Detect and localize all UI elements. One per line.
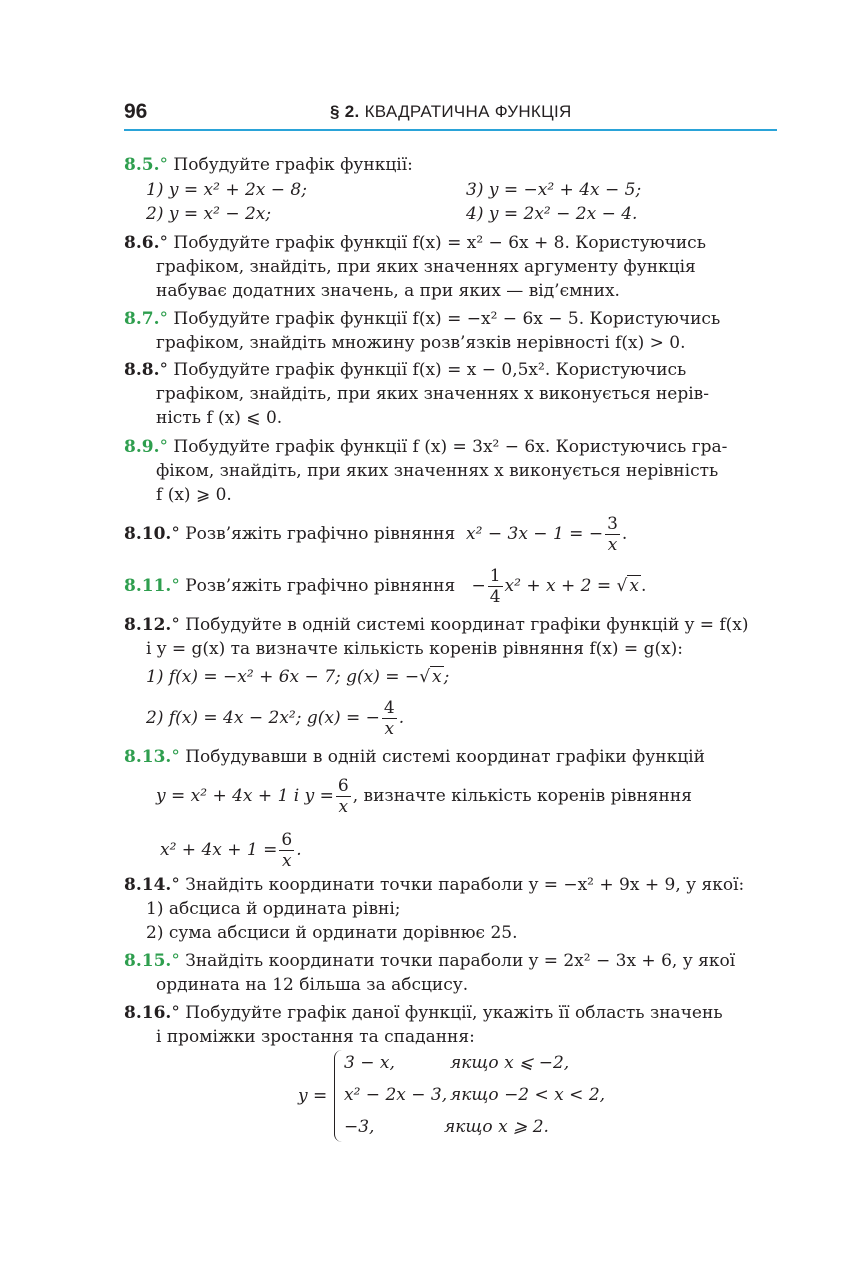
denominator: x xyxy=(338,797,349,817)
equation: x² + x + 2 = xyxy=(504,576,612,596)
exercise-number: 8.7. xyxy=(124,309,160,329)
fraction xyxy=(279,830,294,871)
exercise-text: і y = g(x) та визначте кількість коренів рівняння f(x) = g(x): xyxy=(146,639,684,659)
piecewise-condition: якщо −2 < x < 2, xyxy=(450,1085,606,1105)
piecewise-expr: −3, xyxy=(344,1117,375,1137)
exercise-item: 1) абсциса й ордината рівні; xyxy=(146,899,401,919)
exercise-number: 8.11. xyxy=(124,576,172,596)
exercise-item: 4) y = 2x² − 2x − 4. xyxy=(466,204,638,224)
equation: − xyxy=(471,576,486,596)
exercise-text: і проміжки зростання та спадання: xyxy=(156,1027,475,1047)
exercise-item: 1) f(x) = −x² + 6x − 7; g(x) = −√ x ; xyxy=(146,667,450,687)
exercise-item: 2) сума абсциси й ординати дорівнює 25. xyxy=(146,923,518,943)
fraction xyxy=(488,566,503,607)
numerator: 4 xyxy=(383,698,395,718)
exercise-8-10: 8.10.° Розв’яжіть графічно рівняння x² − 3x − 1 = − $\frac{3}{x}$ . xyxy=(124,514,628,555)
exercise-8-13: 8.13.° Побудувавши в одній системі координат графіки функцій xyxy=(124,747,705,767)
exercise-text: Побудуйте графік даної функції, укажіть її область значень xyxy=(185,1003,723,1023)
exercise-number: 8.16. xyxy=(124,1003,172,1023)
exercise-8-5: 8.5.° Побудуйте графік функції: xyxy=(124,155,413,175)
piecewise-condition: якщо x ⩽ −2, xyxy=(450,1053,570,1073)
header-rule xyxy=(124,129,777,131)
exercise-text: f (x) ⩾ 0. xyxy=(156,485,232,505)
exercise-text: набуває додатних значень, а при яких — від’ємних. xyxy=(156,281,620,301)
exercise-text xyxy=(160,830,302,871)
piecewise-expr: 3 − x, xyxy=(344,1053,395,1073)
exercise-text: Розв’яжіть графічно рівняння xyxy=(185,524,456,544)
exercise-text-tail: , визначте кількість коренів рівняння xyxy=(352,786,692,806)
numerator: 1 xyxy=(489,566,501,586)
exercise-number: 8.9. xyxy=(124,437,160,457)
fraction xyxy=(605,514,620,555)
exercise-number: 8.12. xyxy=(124,615,172,635)
punctuation: . xyxy=(640,576,647,596)
exercise-text: ність f (x) ⩽ 0. xyxy=(156,408,283,428)
exercise-text: Знайдіть координати точки параболи y = 2x² − 3x + 6, у якої xyxy=(185,951,736,971)
exercise-text: Знайдіть координати точки параболи y = −x² + 9x + 9, у якої: xyxy=(185,875,745,895)
running-header xyxy=(330,102,572,122)
piecewise-condition: якщо x ⩾ 2. xyxy=(444,1117,549,1137)
exercise-8-9: 8.9.° Побудуйте графік функції f (x) = 3x² − 6x. Користуючись гра- xyxy=(124,437,728,457)
exercise-text: Побудувавши в одній системі координат графіки функцій xyxy=(185,747,705,767)
punctuation: ; xyxy=(443,667,450,687)
exercise-8-6: 8.6.° Побудуйте графік функції f(x) = x² − 6x + 8. Користуючись xyxy=(124,233,706,253)
exercise-text xyxy=(156,776,692,817)
section-number: § 2. xyxy=(330,102,360,121)
exercise-text: Побудуйте в одній системі координат графіки функцій y = f(x) xyxy=(185,615,749,635)
numerator: 3 xyxy=(607,514,618,534)
exercise-number: 8.14. xyxy=(124,875,172,895)
equation: y = x² + 4x + 1 і y = xyxy=(156,786,334,806)
exercise-8-15: 8.15.° Знайдіть координати точки параболи y = 2x² − 3x + 6, у якої xyxy=(124,951,736,971)
numerator: 6 xyxy=(337,776,349,796)
exercise-number: 8.15. xyxy=(124,951,172,971)
section-title: КВАДРАТИЧНА ФУНКЦІЯ xyxy=(364,102,572,121)
sqrt-radicand: x xyxy=(432,667,442,687)
exercise-text: Побудуйте графік функції f(x) = x − 0,5x². Користуючись xyxy=(173,360,687,380)
exercise-number: 8.5. xyxy=(124,155,160,175)
item-text: 2) f(x) = 4x − 2x²; g(x) = − xyxy=(146,708,380,728)
exercise-text: Побудуйте графік функції f (x) = 3x² − 6x. Користуючись гра- xyxy=(173,437,728,457)
punctuation: . xyxy=(621,524,628,544)
item-text: 1) f(x) = −x² + 6x − 7; g(x) = − xyxy=(146,667,420,687)
denominator: x xyxy=(281,851,292,871)
exercise-8-8: 8.8.° Побудуйте графік функції f(x) = x − 0,5x². Користуючись xyxy=(124,360,687,380)
exercise-item: 1) y = x² + 2x − 8; xyxy=(146,180,307,200)
denominator: 4 xyxy=(489,587,501,607)
exercise-text: Побудуйте графік функції f(x) = −x² − 6x − 5. Користуючись xyxy=(173,309,721,329)
exercise-text: графіком, знайдіть, при яких значеннях x виконується нерів- xyxy=(156,384,709,404)
exercise-8-11: 8.11.° Розв’яжіть графічно рівняння − $\frac{1}{4}$ x² + x + 2 = √ x . xyxy=(124,566,647,607)
exercise-text: Побудуйте графік функції: xyxy=(173,155,413,175)
piecewise-lhs: y = xyxy=(298,1086,328,1106)
denominator: x xyxy=(384,719,395,739)
fraction xyxy=(336,776,351,817)
exercise-number: 8.6. xyxy=(124,233,160,253)
exercise-text: Побудуйте графік функції f(x) = x² − 6x + 8. Користуючись xyxy=(173,233,706,253)
exercise-text: Розв’яжіть графічно рівняння xyxy=(185,576,456,596)
fraction xyxy=(382,698,397,739)
exercise-item: 3) y = −x² + 4x − 5; xyxy=(466,180,642,200)
exercise-item: 2) y = x² − 2x; xyxy=(146,204,272,224)
exercise-text: графіком, знайдіть множину розв’язків нерівності f(x) > 0. xyxy=(156,333,686,353)
numerator: 6 xyxy=(281,830,293,850)
equation: x² + 4x + 1 = xyxy=(160,840,278,860)
exercise-text: фіком, знайдіть, при яких значеннях x виконується нерівність xyxy=(156,461,719,481)
exercise-text: графіком, знайдіть, при яких значеннях аргументу функція xyxy=(156,257,696,277)
punctuation: . xyxy=(398,708,405,728)
exercise-number: 8.10. xyxy=(124,524,172,544)
exercise-number: 8.13. xyxy=(124,747,172,767)
exercise-8-7: 8.7.° Побудуйте графік функції f(x) = −x² − 6x − 5. Користуючись xyxy=(124,309,721,329)
punctuation: . xyxy=(296,840,302,860)
exercise-8-16: 8.16.° Побудуйте графік даної функції, укажіть її область значень xyxy=(124,1003,723,1023)
exercise-8-14: 8.14.° Знайдіть координати точки параболи y = −x² + 9x + 9, у якої: xyxy=(124,875,745,895)
piecewise-expr: x² − 2x − 3, xyxy=(344,1085,448,1105)
exercise-8-12: 8.12.° Побудуйте в одній системі координат графіки функцій y = f(x) xyxy=(124,615,749,635)
exercise-text: ордината на 12 більша за абсцису. xyxy=(156,975,469,995)
exercise-number: 8.8. xyxy=(124,360,160,380)
denominator: x xyxy=(607,535,618,555)
equation: x² − 3x − 1 = − xyxy=(466,524,604,544)
page-number: 96 xyxy=(124,100,148,123)
sqrt-radicand: x xyxy=(629,576,639,596)
exercise-item xyxy=(146,698,404,739)
